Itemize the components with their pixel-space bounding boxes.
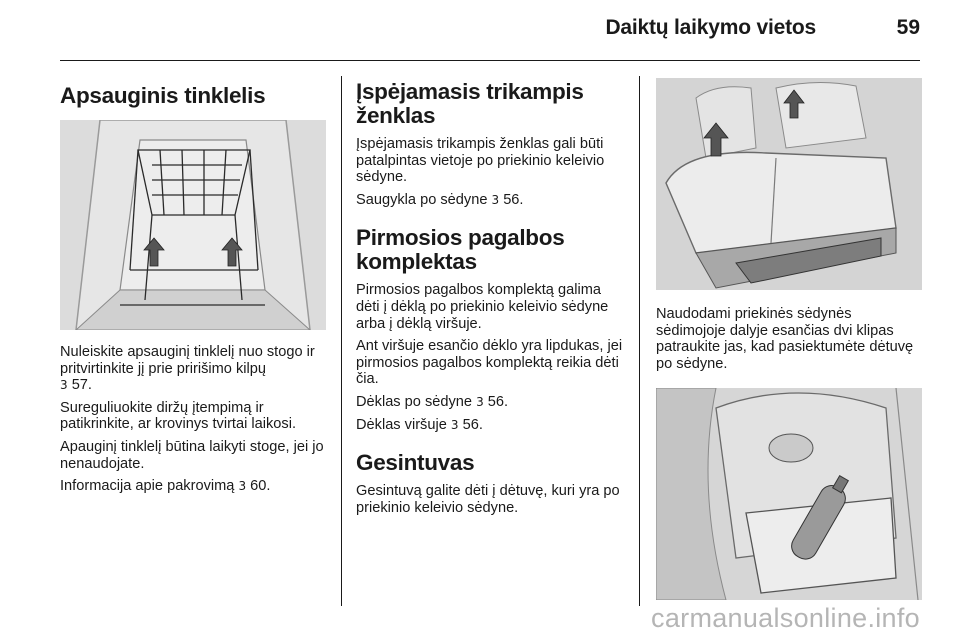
- section-heading-warning-triangle: Įspėjamasis trikampis ženklas: [356, 79, 584, 128]
- page-ref-arrow-icon: 3: [238, 479, 247, 494]
- paragraph-seat-clips: Naudodami priekinės sėdynės sėdimojoje dalyje esančias dvi klipas patraukite jas, kad pasiektumėte dėtuvę po sėdyne.: [656, 306, 914, 372]
- paragraph-seat-storage-ref: Saugykla po sėdyne 3 56.: [356, 191, 524, 208]
- figure-extinguisher-bin: [656, 388, 922, 600]
- page-ref-arrow-icon: 3: [491, 192, 500, 207]
- section-heading-safety-net: Apsauginis tinklelis: [60, 83, 266, 108]
- header-rule: [60, 60, 920, 61]
- footer-watermark: carmanualsonline.info: [651, 603, 920, 633]
- column-divider-left: [341, 76, 342, 606]
- section-heading-extinguisher: Gesintuvas: [356, 450, 475, 476]
- page-ref-arrow-icon: 3: [450, 417, 459, 432]
- paragraph-tray-above-ref: Dėklas viršuje 3 56.: [356, 416, 483, 433]
- page-ref-arrow-icon: 3: [60, 378, 68, 393]
- column-3: [656, 72, 922, 600]
- column-1: [60, 72, 326, 501]
- section-heading-first-aid: Pirmosios pagalbos komplektas: [356, 225, 565, 275]
- figure-seat-clips: [656, 78, 922, 290]
- page-ref-arrow-icon: 3: [476, 394, 484, 409]
- paragraph-first-aid-sticker: Ant viršuje esančio dėklo yra lipdukas, jei pirmosios pagalbos komplektą reikia dėti čia.: [356, 338, 623, 388]
- paragraph-tray-under-seat-ref: Dėklas po sėdyne 3 56.: [356, 393, 509, 410]
- paragraph-first-aid-location: Pirmosios pagalbos komplektą galima dėti į dėklą po priekinio keleivio sėdyne arba į dėklą viršuje.: [356, 282, 609, 332]
- figure-safety-net: [60, 120, 326, 330]
- paragraph-adjust-straps: Sureguliuokite diržų įtempimą ir patikrinkite, ar krovinys tvirtai laikosi.: [60, 399, 297, 433]
- page-number: 59: [896, 16, 920, 39]
- paragraph-extinguisher: Gesintuvą galite dėti į dėtuvę, kuri yra po priekinio keleivio sėdyne.: [356, 483, 620, 516]
- column-2: [356, 72, 624, 522]
- paragraph-warning-triangle: Įspėjamasis trikampis ženklas gali būti patalpintas vietoje po priekinio keleivio sėdyne.: [356, 136, 605, 186]
- column-divider-right: [639, 76, 640, 606]
- paragraph-loading-info: Informacija apie pakrovimą 3 60.: [60, 478, 271, 495]
- paragraph-lower-net: Nuleiskite apsauginį tinklelį nuo stogo ir pritvirtinkite jį prie pririšimo kilpų 3 57.: [60, 344, 315, 394]
- paragraph-store-net: Apauginį tinklelį būtina laikyti stoge, jei jo nenaudojate.: [60, 438, 324, 472]
- page-header-title: Daiktų laikymo vietos: [605, 16, 816, 39]
